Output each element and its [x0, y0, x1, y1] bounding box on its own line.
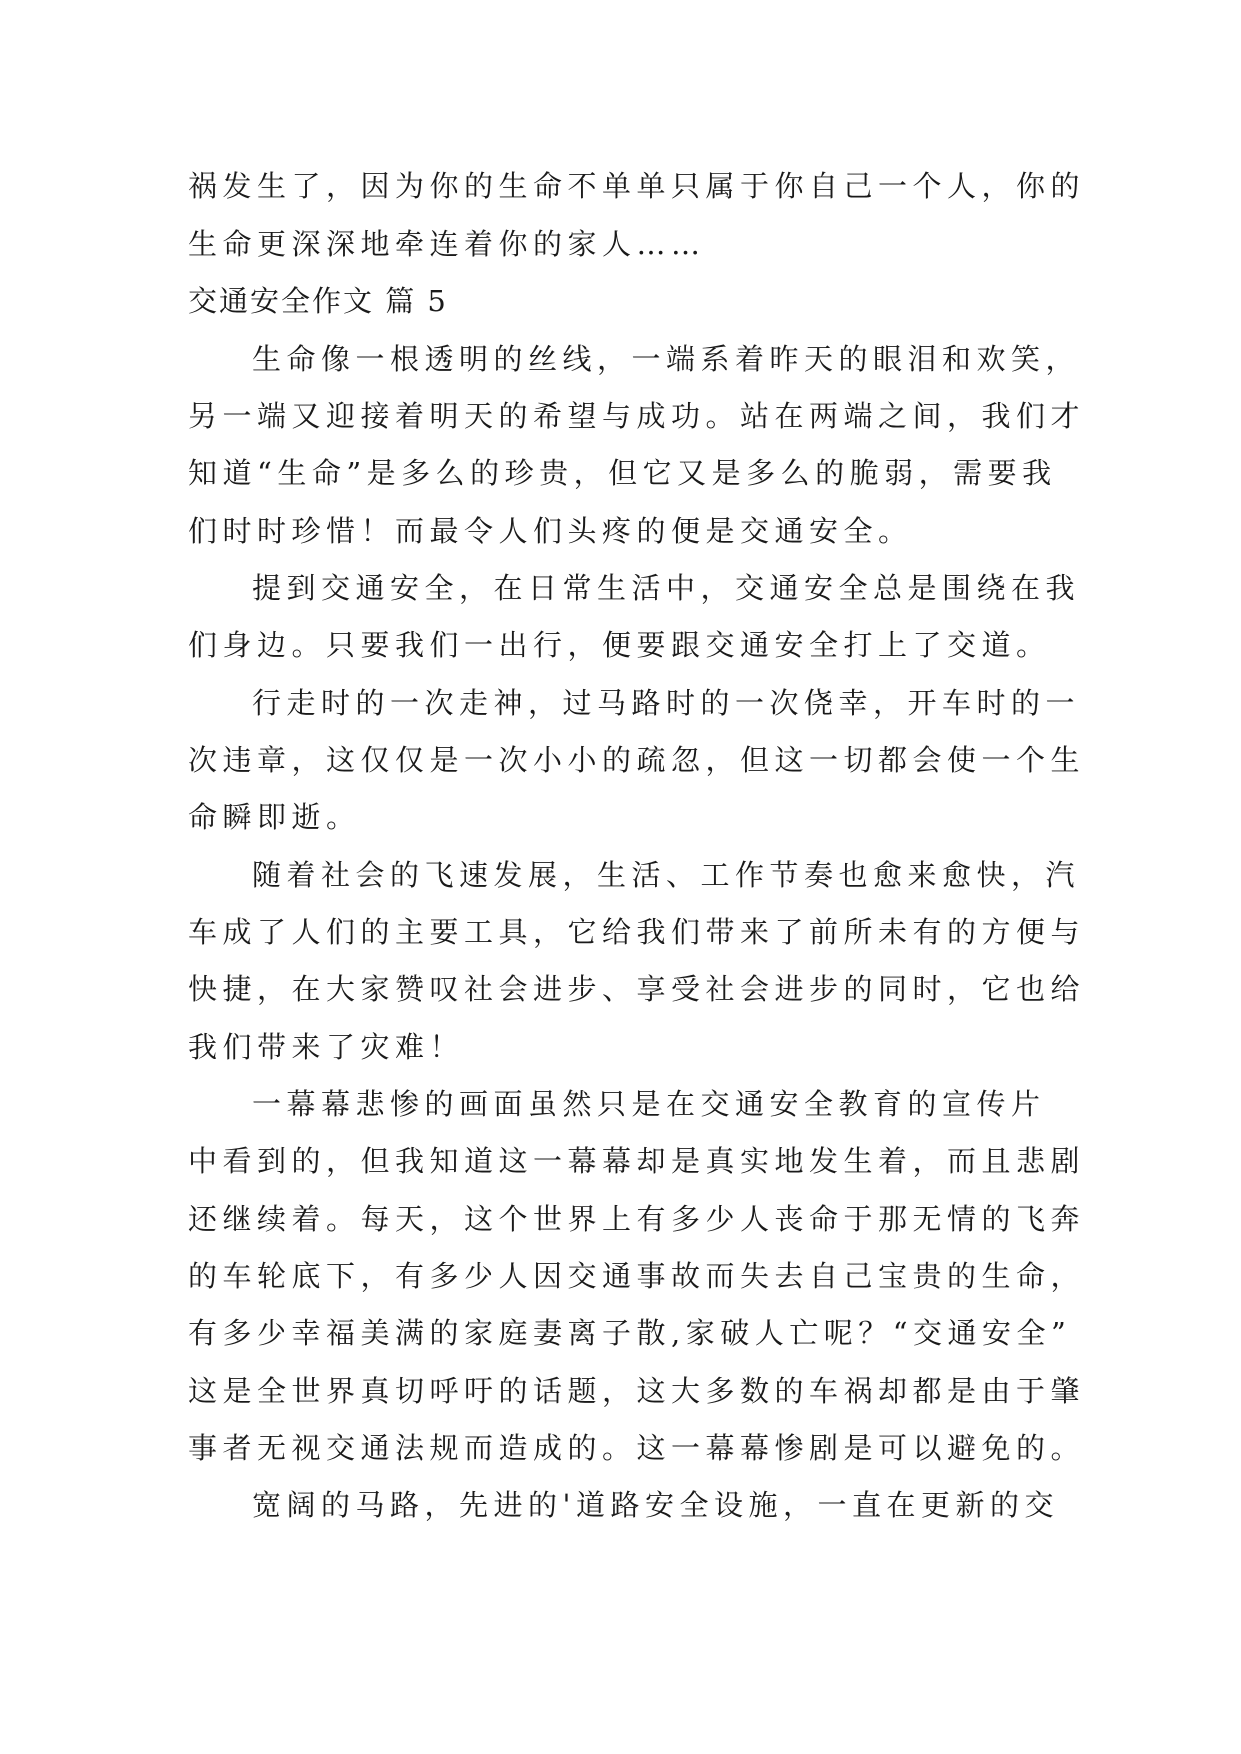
- text-line: 次违章，这仅仅是一次小小的疏忽，但这一切都会使一个生: [188, 743, 1086, 777]
- paragraph-first-line: 一幕幕悲惨的画面虽然只是在交通安全教育的宣传片: [252, 1087, 1046, 1121]
- paragraph-first-line: 行走时的一次走神，过马路时的一次侥幸，开车时的一: [252, 686, 1081, 720]
- text-line: 还继续着。每天，这个世界上有多少人丧命于那无情的飞奔: [188, 1202, 1086, 1236]
- text-line: 命瞬即逝。: [188, 800, 361, 834]
- text-line: 生命更深深地牵连着你的家人……: [188, 227, 706, 261]
- text-line: 快捷，在大家赞叹社会进步、享受社会进步的同时，它也给: [188, 972, 1086, 1006]
- text-line: 的车轮底下，有多少人因交通事故而失去自己宝贵的生命，: [188, 1259, 1086, 1293]
- section-heading: 交通安全作文 篇 5: [188, 284, 448, 318]
- text-line: 中看到的，但我知道这一幕幕却是真实地发生着，而且悲剧: [188, 1144, 1086, 1178]
- paragraph-first-line: 生命像一根透明的丝线，一端系着昨天的眼泪和欢笑，: [252, 342, 1081, 376]
- text-line: 另一端又迎接着明天的希望与成功。站在两端之间，我们才: [188, 399, 1086, 433]
- paragraph-first-line: 提到交通安全，在日常生活中，交通安全总是围绕在我: [252, 571, 1081, 605]
- paragraph-first-line: 宽阔的马路，先进的'道路安全设施，一直在更新的交: [252, 1488, 1059, 1522]
- paragraph-first-line: 随着社会的飞速发展，生活、工作节奏也愈来愈快，汽: [252, 858, 1081, 892]
- text-line: 有多少幸福美满的家庭妻离子散,家破人亡呢？“交通安全”: [188, 1316, 1072, 1350]
- text-line: 们时时珍惜！而最令人们头疼的便是交通安全。: [188, 514, 913, 548]
- text-line: 事者无视交通法规而造成的。这一幕幕惨剧是可以避免的。: [188, 1431, 1086, 1465]
- text-line: 知道“生命”是多么的珍贵，但它又是多么的脆弱，需要我: [188, 456, 1057, 490]
- text-line: 我们带来了灾难！: [188, 1030, 465, 1064]
- text-line: 们身边。只要我们一出行，便要跟交通安全打上了交道。: [188, 628, 1051, 662]
- text-line: 祸发生了，因为你的生命不单单只属于你自己一个人，你的: [188, 169, 1086, 203]
- text-line: 这是全世界真切呼吁的话题，这大多数的车祸却都是由于肇: [188, 1374, 1086, 1408]
- text-line: 车成了人们的主要工具，它给我们带来了前所未有的方便与: [188, 915, 1086, 949]
